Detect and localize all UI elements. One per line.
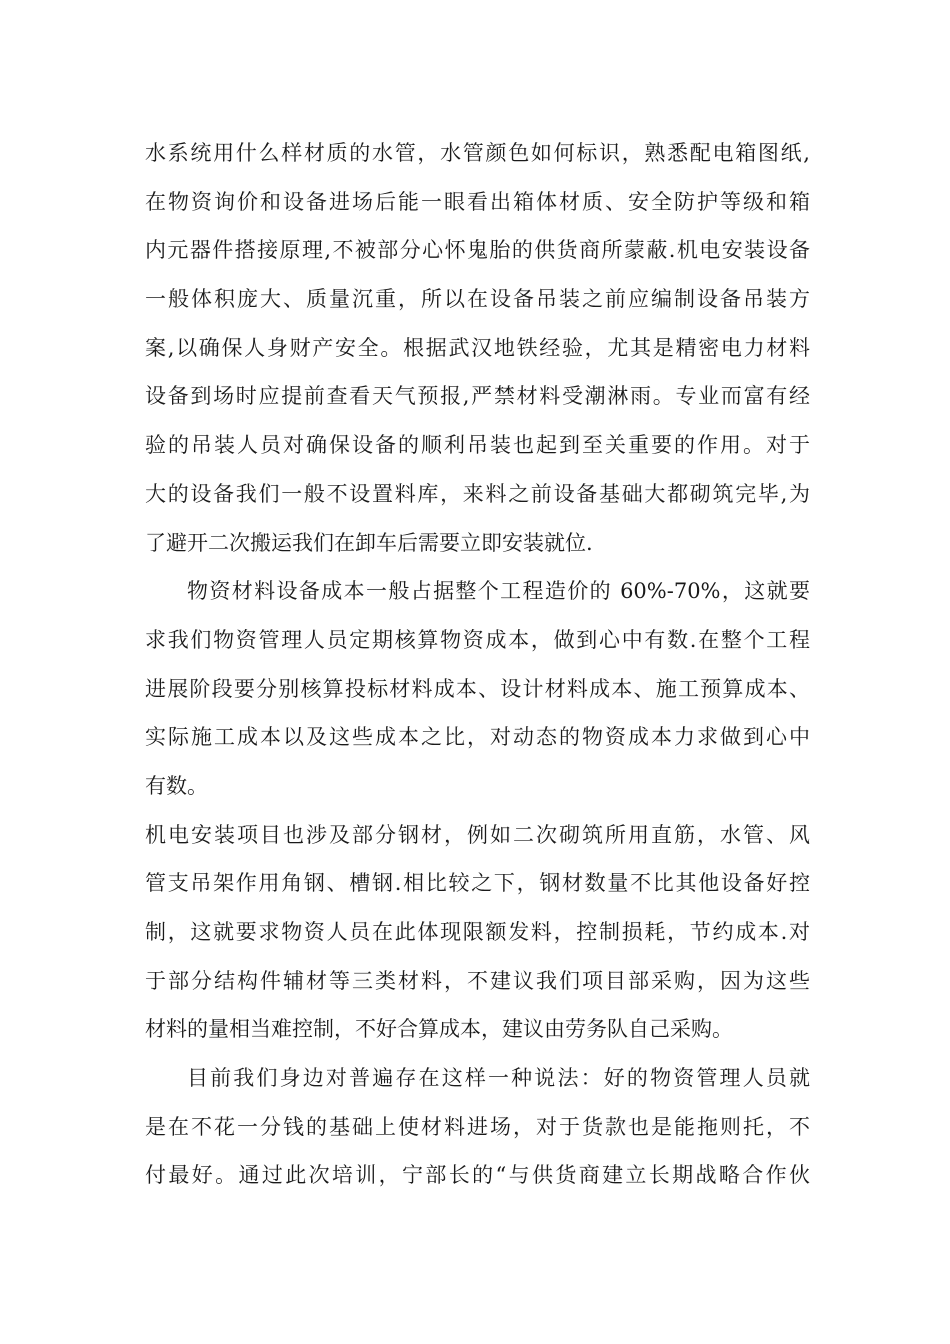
text-line: 验的吊装人员对确保设备的顺利吊装也起到至关重要的作用。对于 bbox=[145, 433, 810, 458]
text-line: 物资材料设备成本一般占据整个工程造价的 60%-70%，这就要 bbox=[187, 579, 810, 604]
text-line: 材料的量相当难控制，不好合算成本，建议由劳务队自己采购。 bbox=[145, 1017, 733, 1042]
text-line: 求我们物资管理人员定期核算物资成本，做到心中有数.在整个工程 bbox=[145, 627, 810, 652]
text-line: 于部分结构件辅材等三类材料，不建议我们项目部采购，因为这些 bbox=[145, 968, 810, 993]
text-line: 实际施工成本以及这些成本之比，对动态的物资成本力求做到心中 bbox=[145, 725, 810, 750]
text-line: 内元器件搭接原理,不被部分心怀鬼胎的供货商所蒙蔽.机电安装设备 bbox=[145, 238, 810, 263]
text-line: 是在不花一分钱的基础上使材料进场，对于货款也是能拖则托，不 bbox=[145, 1114, 810, 1139]
text-line: 机电安装项目也涉及部分钢材，例如二次砌筑所用直筋，水管、风 bbox=[145, 822, 810, 847]
text-line: 案,以确保人身财产安全。根据武汉地铁经验，尤其是精密电力材料 bbox=[145, 335, 810, 360]
text-line: 在物资询价和设备进场后能一眼看出箱体材质、安全防护等级和箱 bbox=[145, 189, 810, 214]
text-line: 水系统用什么样材质的水管，水管颜色如何标识，熟悉配电箱图纸, bbox=[145, 141, 810, 165]
text-line: 大的设备我们一般不设置料库，来料之前设备基础大都砌筑完毕,为 bbox=[145, 481, 810, 506]
text-line: 一般体积庞大、质量沉重，所以在设备吊装之前应编制设备吊装方 bbox=[145, 287, 810, 312]
text-line: 管支吊架作用角钢、槽钢.相比较之下，钢材数量不比其他设备好控 bbox=[145, 871, 810, 896]
text-line: 付最好。通过此次培训，宁部长的“与供货商建立长期战略合作伙 bbox=[145, 1163, 810, 1188]
text-line: 进展阶段要分别核算投标材料成本、设计材料成本、施工预算成本、 bbox=[145, 676, 810, 701]
text-line: 制，这就要求物资人员在此体现限额发料，控制损耗，节约成本.对 bbox=[145, 920, 810, 944]
text-line: 有数。 bbox=[145, 773, 208, 798]
text-line: 设备到场时应提前查看天气预报,严禁材料受潮淋雨。专业而富有经 bbox=[145, 384, 810, 409]
text-line: 目前我们身边对普遍存在这样一种说法：好的物资管理人员就 bbox=[187, 1066, 810, 1091]
document-body bbox=[145, 129, 810, 1200]
text-line: 了避开二次搬运我们在卸车后需要立即安装就位. bbox=[145, 530, 593, 555]
